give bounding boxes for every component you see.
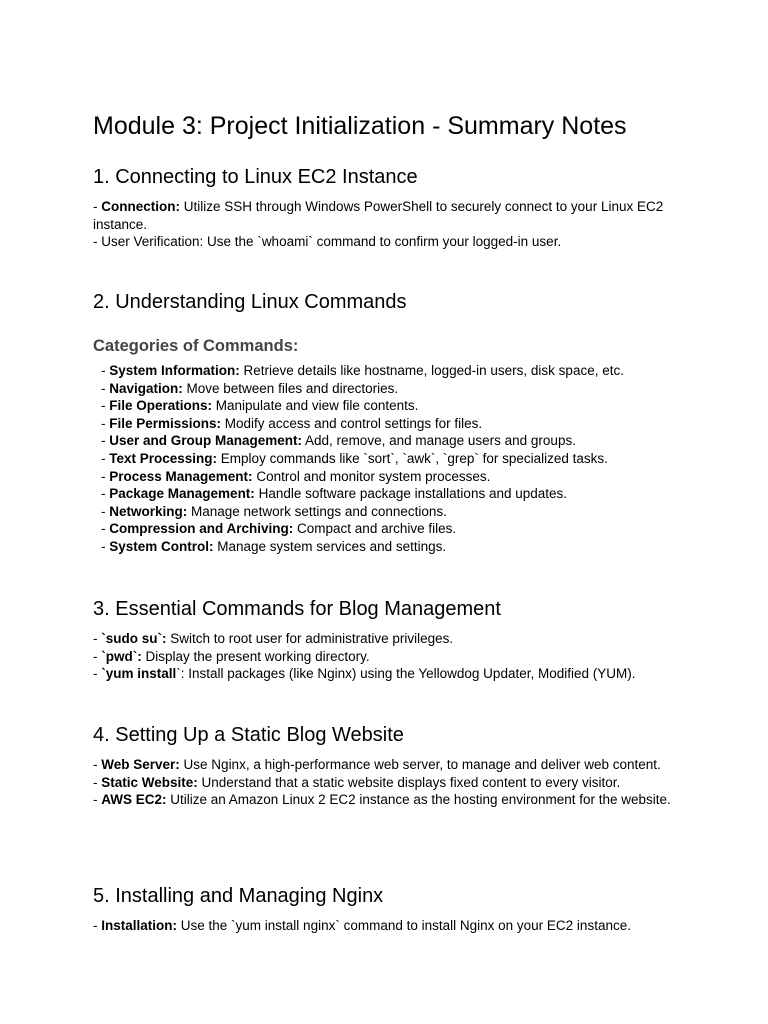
list-item: - User and Group Management: Add, remove, and manage users and groups. — [101, 433, 576, 449]
page-title: Module 3: Project Initialization - Summary Notes — [93, 112, 627, 140]
list-item: - `yum install`: Install packages (like Nginx) using the Yellowdog Updater, Modified (YUM). — [93, 666, 636, 682]
section-3-heading: 3. Essential Commands for Blog Management — [93, 598, 501, 620]
list-item: - Networking: Manage network settings and connections. — [101, 503, 447, 519]
list-item: - System Information: Retrieve details like hostname, logged-in users, disk space, etc. — [101, 363, 624, 378]
list-item: - Text Processing: Employ commands like `sort`, `awk`, `grep` for specialized tasks. — [101, 450, 608, 466]
list-item: - `sudo su`: Switch to root user for administrative privileges. — [93, 631, 454, 646]
section-1-body — [93, 198, 673, 251]
list-item: - File Permissions: Modify access and control settings for files. — [101, 415, 483, 431]
section-2-heading: 2. Understanding Linux Commands — [93, 291, 407, 313]
section-4-body — [93, 756, 673, 809]
list-item: - User Verification: Use the `whoami` command to confirm your logged-in user. — [93, 234, 562, 250]
section-5-heading: 5. Installing and Managing Nginx — [93, 885, 384, 907]
section-2-subheading: Categories of Commands: — [93, 337, 299, 355]
list-item: - File Operations: Manipulate and view file contents. — [101, 398, 419, 414]
list-item: - Static Website: Understand that a static website displays fixed content to every visitor. — [93, 774, 621, 790]
list-item: - System Control: Manage system services and settings. — [101, 538, 447, 554]
list-item: - `pwd`: Display the present working directory. — [93, 648, 370, 664]
section-5-body — [93, 917, 673, 935]
list-item: - Compression and Archiving: Compact and archive files. — [101, 521, 457, 537]
list-item: - AWS EC2: Utilize an Amazon Linux 2 EC2 instance as the hosting environment for the website. — [93, 792, 671, 808]
section-4-heading: 4. Setting Up a Static Blog Website — [93, 724, 404, 746]
command-categories-list — [101, 362, 681, 556]
section-1-heading: 1. Connecting to Linux EC2 Instance — [93, 166, 418, 188]
list-item: - Navigation: Move between files and directories. — [101, 380, 399, 396]
list-item: - Process Management: Control and monitor system processes. — [101, 468, 491, 484]
section-3-body — [93, 630, 673, 683]
list-item: - Package Management: Handle software package installations and updates. — [101, 486, 568, 502]
list-item: - Connection: Utilize SSH through Windows PowerShell to securely connect to your Linux EC2 instance. — [93, 199, 664, 232]
list-item: - Installation: Use the `yum install nginx` command to install Nginx on your EC2 instance. — [93, 918, 631, 933]
list-item: - Web Server: Use Nginx, a high-performance web server, to manage and deliver web content. — [93, 757, 661, 772]
